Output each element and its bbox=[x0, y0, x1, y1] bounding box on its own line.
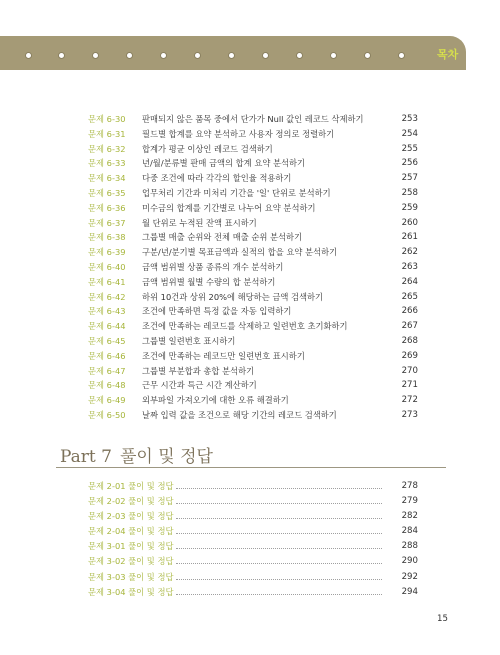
toc-row-page: 292 bbox=[401, 571, 418, 582]
toc-row-page: 273 bbox=[401, 409, 418, 420]
header-dot-icon bbox=[25, 52, 32, 59]
toc-row-page: 290 bbox=[401, 556, 418, 567]
header-dot-icon bbox=[262, 52, 269, 59]
toc-row[interactable] bbox=[88, 494, 418, 509]
toc-row[interactable] bbox=[88, 479, 418, 494]
toc-row[interactable] bbox=[88, 524, 418, 539]
header-dot-icon bbox=[126, 52, 133, 59]
toc-list-part7 bbox=[88, 479, 418, 600]
toc-row[interactable] bbox=[88, 156, 418, 171]
toc-row-page: 253 bbox=[401, 114, 418, 124]
toc-row[interactable] bbox=[88, 585, 418, 600]
toc-row-number: 문제 2-01 풀이 및 정답 bbox=[88, 481, 174, 491]
toc-row[interactable] bbox=[88, 334, 418, 349]
toc-row-page: 265 bbox=[401, 291, 418, 302]
page-number: 15 bbox=[437, 614, 448, 624]
part-label: Part 7 bbox=[60, 447, 112, 467]
toc-row-number: 문제 6-48 bbox=[88, 380, 126, 391]
toc-row-title: 하위 10건과 상위 20%에 해당하는 금액 검색하기 bbox=[142, 291, 324, 302]
toc-row-title: 합계가 평균 이상인 레코드 검색하기 bbox=[142, 143, 273, 154]
toc-row-title: 년/월/분류별 판매 금액의 합계 요약 분석하기 bbox=[142, 158, 306, 169]
toc-row-number: 문제 2-04 풀이 및 정답 bbox=[88, 526, 174, 537]
toc-row[interactable] bbox=[88, 364, 418, 379]
toc-row-title: 그룹별 매출 순위와 전체 매출 순위 분석하기 bbox=[142, 232, 303, 243]
toc-row-number: 문제 6-45 bbox=[88, 335, 126, 346]
toc-row-title: 다중 조건에 따라 각각의 할인율 적용하기 bbox=[142, 173, 292, 184]
toc-row-number: 문제 6-34 bbox=[88, 173, 126, 184]
toc-row-title: 미수금의 합계를 기간별로 나누어 요약 분석하기 bbox=[142, 202, 316, 213]
toc-row-title: 근무 시간과 특근 시간 계산하기 bbox=[142, 380, 257, 391]
toc-row-page: 256 bbox=[401, 158, 418, 169]
dot-leader bbox=[176, 594, 382, 595]
toc-row-number: 문제 6-35 bbox=[88, 187, 126, 198]
toc-row[interactable] bbox=[88, 201, 418, 216]
toc-row-number: 문제 6-43 bbox=[88, 306, 126, 317]
toc-row-number: 문제 2-03 풀이 및 정답 bbox=[88, 511, 174, 522]
header-dot-icon bbox=[194, 52, 201, 59]
toc-row-title: 조건에 만족하는 레코드만 일련번호 표시하기 bbox=[142, 350, 305, 361]
toc-row-page: 268 bbox=[401, 335, 418, 346]
header-dot-icon bbox=[398, 52, 405, 59]
toc-row-number: 문제 6-37 bbox=[88, 217, 126, 228]
toc-row-number: 문제 6-36 bbox=[88, 202, 126, 213]
toc-row-number: 문제 6-33 bbox=[88, 158, 126, 169]
toc-row-page: 259 bbox=[401, 202, 418, 213]
toc-row-page: 254 bbox=[401, 128, 418, 139]
toc-row-title: 필드별 합계를 요약 분석하고 사용자 정의로 정렬하기 bbox=[142, 128, 335, 139]
toc-row[interactable] bbox=[88, 186, 418, 201]
toc-row-title: 외부파일 가져오기에 대한 오류 해결하기 bbox=[142, 395, 289, 406]
toc-row[interactable] bbox=[88, 290, 418, 305]
header-dot-icon bbox=[92, 52, 99, 59]
part-title: 풀이 및 정답 bbox=[120, 447, 213, 467]
toc-row-page: 263 bbox=[401, 261, 418, 272]
toc-list-part6 bbox=[88, 112, 418, 423]
toc-row-number: 문제 6-44 bbox=[88, 321, 126, 332]
toc-row-page: 257 bbox=[401, 173, 418, 184]
toc-row-number: 문제 6-50 bbox=[88, 409, 126, 420]
toc-row-number: 문제 3-01 풀이 및 정답 bbox=[88, 541, 174, 552]
header-dot-icon bbox=[160, 52, 167, 59]
toc-row-title: 조건에 만족하는 레코드를 삭제하고 일련번호 초기화하기 bbox=[142, 321, 348, 332]
toc-row-title: 월 단위로 누적된 잔액 표시하기 bbox=[142, 217, 257, 228]
toc-row-page: 266 bbox=[401, 306, 418, 317]
toc-row-title: 금액 범위별 상품 종류의 개수 분석하기 bbox=[142, 261, 284, 272]
toc-row-title: 조건에 만족하면 특정 값을 자동 입력하기 bbox=[142, 306, 292, 317]
toc-row-number: 문제 2-02 풀이 및 정답 bbox=[88, 496, 174, 507]
toc-row-number: 문제 6-47 bbox=[88, 365, 126, 376]
toc-row-page: 270 bbox=[401, 365, 418, 376]
toc-row[interactable] bbox=[88, 112, 418, 127]
toc-row-title: 그룹별 부분합과 총합 분석하기 bbox=[142, 365, 255, 376]
dot-leader bbox=[176, 503, 382, 504]
toc-row-title: 구분/년/분기별 목표금액과 실적의 합을 요약 분석하기 bbox=[142, 247, 338, 258]
header-dot-icon bbox=[58, 52, 65, 59]
toc-row-page: 267 bbox=[401, 321, 418, 332]
toc-row-number: 문제 6-41 bbox=[88, 276, 126, 287]
part-divider bbox=[56, 467, 446, 468]
toc-row[interactable] bbox=[88, 216, 418, 231]
dot-leader bbox=[176, 488, 382, 489]
header-dot-icon bbox=[296, 52, 303, 59]
toc-row[interactable] bbox=[88, 393, 418, 408]
toc-row-page: 288 bbox=[401, 541, 418, 552]
toc-row[interactable] bbox=[88, 304, 418, 319]
toc-row-number: 문제 6-46 bbox=[88, 350, 126, 361]
toc-row-number: 문제 6-31 bbox=[88, 128, 126, 139]
toc-row[interactable] bbox=[88, 127, 418, 142]
toc-row-page: 260 bbox=[401, 217, 418, 228]
toc-row-page: 258 bbox=[401, 187, 418, 198]
toc-row-title: 날짜 입력 값을 조건으로 해당 기간의 레코드 검색하기 bbox=[142, 409, 337, 420]
header-dot-icon bbox=[364, 52, 371, 59]
toc-row[interactable] bbox=[88, 570, 418, 585]
toc-row-title: 업무처리 기간과 미처리 기간을 '일' 단위로 분석하기 bbox=[142, 187, 331, 198]
toc-row-number: 문제 6-39 bbox=[88, 247, 126, 258]
header-dot-icon bbox=[330, 52, 337, 59]
header-dot-icon bbox=[228, 52, 235, 59]
toc-row-number: 문제 6-30 bbox=[88, 114, 126, 124]
toc-row-page: 284 bbox=[401, 526, 418, 537]
toc-row-number: 문제 6-32 bbox=[88, 143, 126, 154]
dot-leader bbox=[176, 579, 382, 580]
toc-row-title: 그룹별 일련번호 표시하기 bbox=[142, 335, 236, 346]
toc-row-number: 문제 3-03 풀이 및 정답 bbox=[88, 571, 174, 582]
toc-row[interactable] bbox=[88, 275, 418, 290]
toc-row-title: 판매되지 않은 품목 중에서 단가가 Null 값인 레코드 삭제하기 bbox=[142, 114, 364, 124]
header-title: 목차 bbox=[437, 48, 459, 61]
toc-row-page: 294 bbox=[401, 586, 418, 597]
toc-row-page: 272 bbox=[401, 395, 418, 406]
toc-row-page: 255 bbox=[401, 143, 418, 154]
toc-row[interactable] bbox=[88, 245, 418, 260]
dot-leader bbox=[176, 563, 382, 564]
toc-row[interactable] bbox=[88, 554, 418, 569]
toc-row-page: 279 bbox=[401, 496, 418, 507]
toc-row-page: 282 bbox=[401, 511, 418, 522]
part-heading bbox=[60, 442, 213, 467]
toc-row[interactable] bbox=[88, 230, 418, 245]
toc-row-page: 278 bbox=[401, 481, 418, 491]
toc-row-number: 문제 6-49 bbox=[88, 395, 126, 406]
toc-row-number: 문제 3-02 풀이 및 정답 bbox=[88, 556, 174, 567]
toc-row[interactable] bbox=[88, 319, 418, 334]
toc-row-title: 금액 범위별 월별 수량의 합 분석하기 bbox=[142, 276, 276, 287]
toc-row-number: 문제 6-38 bbox=[88, 232, 126, 243]
toc-row-page: 262 bbox=[401, 247, 418, 258]
toc-row-page: 271 bbox=[401, 380, 418, 391]
toc-row[interactable] bbox=[88, 539, 418, 554]
toc-row[interactable] bbox=[88, 509, 418, 524]
toc-row-number: 문제 3-04 풀이 및 정답 bbox=[88, 586, 174, 597]
toc-row[interactable] bbox=[88, 142, 418, 157]
toc-row[interactable] bbox=[88, 378, 418, 393]
toc-row[interactable] bbox=[88, 260, 418, 275]
toc-row[interactable] bbox=[88, 171, 418, 186]
toc-row[interactable] bbox=[88, 349, 418, 364]
dot-leader bbox=[176, 548, 382, 549]
toc-row[interactable] bbox=[88, 408, 418, 423]
toc-row-page: 269 bbox=[401, 350, 418, 361]
toc-row-page: 261 bbox=[401, 232, 418, 243]
toc-row-page: 264 bbox=[401, 276, 418, 287]
dot-leader bbox=[176, 518, 382, 519]
toc-row-number: 문제 6-42 bbox=[88, 291, 126, 302]
toc-row-number: 문제 6-40 bbox=[88, 261, 126, 272]
dot-leader bbox=[176, 533, 382, 534]
